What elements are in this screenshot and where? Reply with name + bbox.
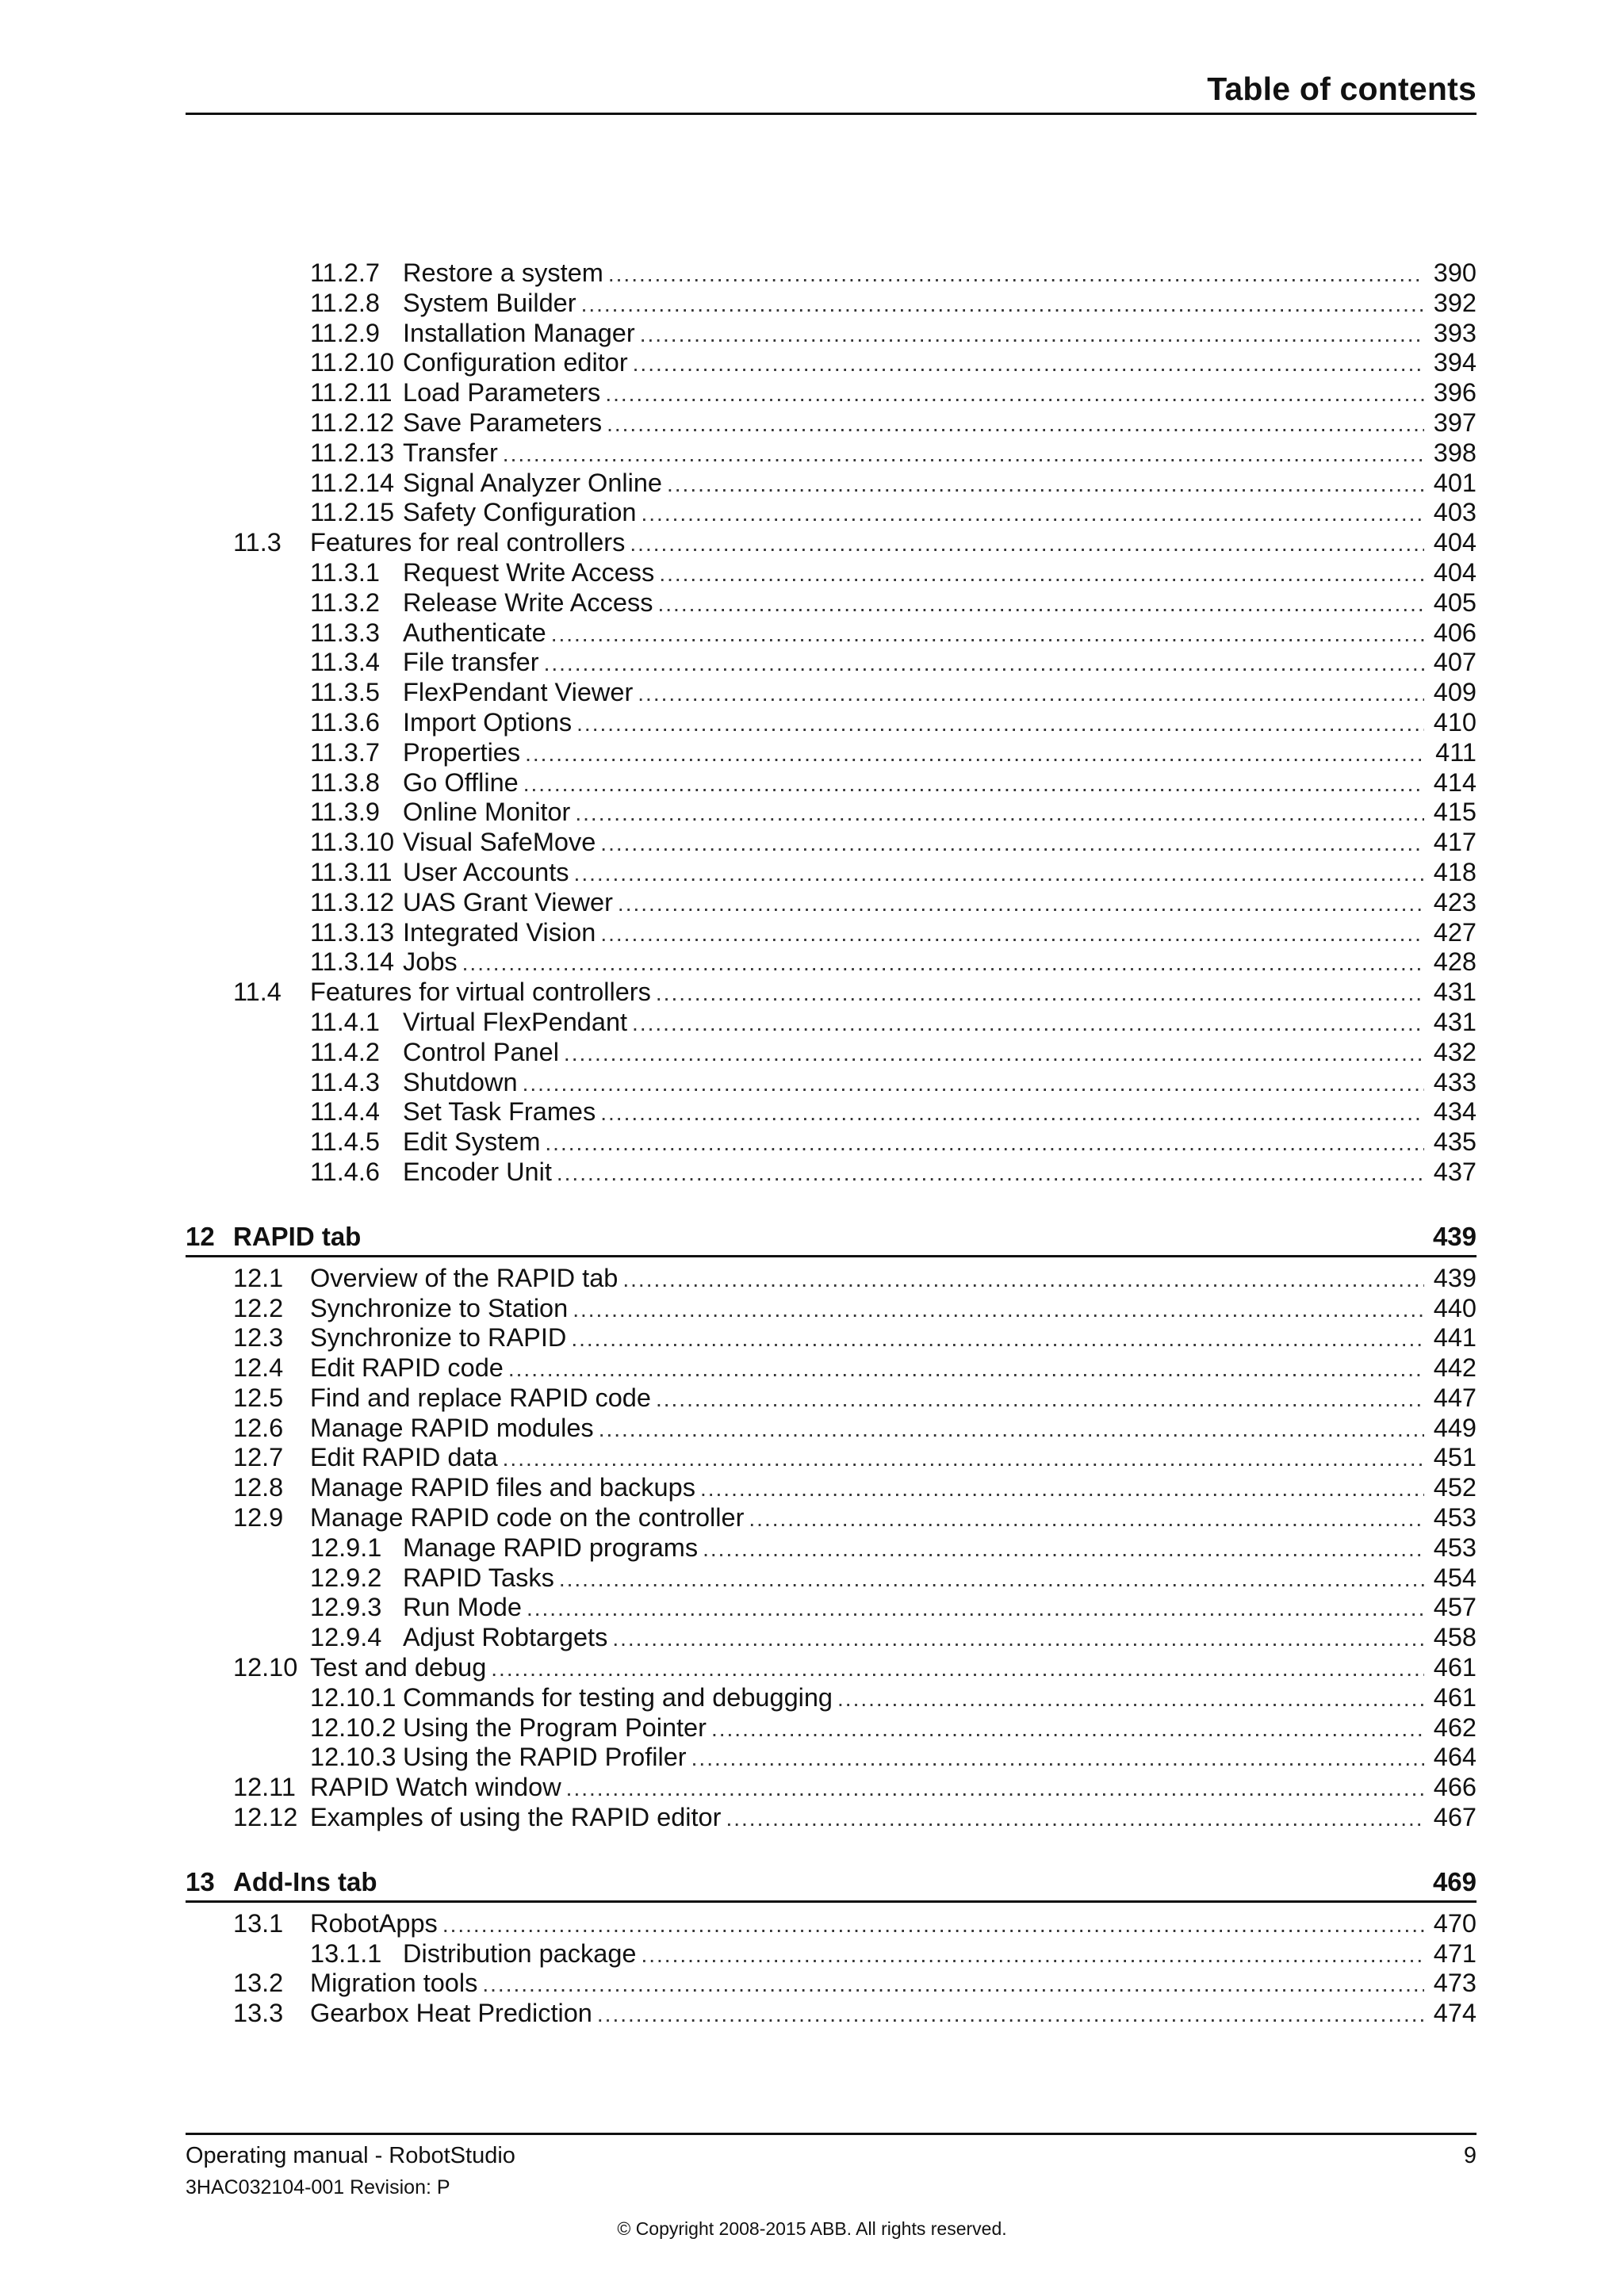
toc-entry[interactable] <box>186 378 1477 408</box>
toc-leader-dots <box>640 320 1424 350</box>
toc-entry-page: 464 <box>1433 1743 1477 1772</box>
toc-entry-page: 394 <box>1433 348 1477 377</box>
toc-leader-dots <box>622 1265 1424 1295</box>
toc-leader-dots <box>564 1039 1424 1069</box>
toc-entry-title: RAPID Watch window <box>310 1773 561 1802</box>
page-footer <box>186 2133 1477 2198</box>
toc-entry-number: 12.10.1 <box>310 1682 396 1712</box>
toc-entry-title: UAS Grant Viewer <box>403 887 613 916</box>
toc-entry-title: Synchronize to RAPID <box>310 1323 567 1353</box>
toc-entry-number: 13.3 <box>233 1999 284 2028</box>
toc-leader-dots <box>573 1295 1424 1325</box>
toc-leader-dots <box>576 709 1424 739</box>
toc-leader-dots <box>608 259 1424 289</box>
toc-entry-number: 12.12 <box>233 1803 298 1832</box>
toc-leader-dots <box>837 1684 1424 1714</box>
toc-entry-title: RobotApps <box>310 1908 438 1938</box>
toc-entry-title: Release Write Access <box>403 587 653 617</box>
toc-leader-dots <box>527 1594 1424 1624</box>
toc-entry-page: 396 <box>1433 378 1477 408</box>
toc-entry-number: 11.3.6 <box>310 707 380 737</box>
toc-entry-page: 432 <box>1433 1037 1477 1066</box>
toc-entry-title: Examples of using the RAPID editor <box>310 1803 722 1832</box>
toc-entry[interactable] <box>186 1068 1477 1098</box>
toc-entry-title: Overview of the RAPID tab <box>310 1263 619 1292</box>
toc-entry-number: 12.9.3 <box>310 1593 382 1622</box>
toc-entry-title: Migration tools <box>310 1969 478 1998</box>
toc-entry-number: 11.2.12 <box>310 408 395 437</box>
toc-entry-page: 401 <box>1433 468 1477 497</box>
toc-leader-dots <box>711 1714 1424 1744</box>
toc-entry-page: 473 <box>1433 1969 1477 1998</box>
toc-entry-page: 439 <box>1433 1263 1477 1292</box>
toc-leader-dots <box>599 1414 1424 1445</box>
toc-entry-page: 404 <box>1433 557 1477 587</box>
toc-leader-dots <box>462 948 1424 978</box>
footer-document-id: 3HAC032104-001 Revision: P <box>186 2176 450 2198</box>
toc-entry[interactable] <box>186 1653 1477 1683</box>
toc-entry[interactable] <box>186 1158 1477 1188</box>
page-header <box>186 67 1477 115</box>
toc-leader-dots <box>566 1774 1424 1804</box>
toc-entry-number: 12.9.4 <box>310 1623 382 1652</box>
toc-entry-number: 11.4 <box>233 978 282 1007</box>
toc-entry-number: 12.9.1 <box>310 1533 382 1562</box>
toc-entry-title: Set Task Frames <box>403 1097 596 1127</box>
toc-entry[interactable] <box>186 348 1477 378</box>
toc-entry-number: 11.3.4 <box>310 648 380 677</box>
toc-entry-title: Import Options <box>403 707 573 737</box>
toc-entry-page: 471 <box>1433 1938 1477 1968</box>
toc-entry-number: 11.4.5 <box>310 1127 380 1157</box>
toc-entry-page: 441 <box>1433 1323 1477 1353</box>
toc-leader-dots <box>503 1444 1424 1474</box>
toc-leader-dots <box>656 1384 1424 1414</box>
toc-leader-dots <box>575 798 1424 828</box>
toc-entry-number: 11.4.1 <box>310 1007 380 1036</box>
toc-entry[interactable] <box>186 738 1477 768</box>
toc-entry-page: 414 <box>1433 767 1477 797</box>
toc-entry-page: 411 <box>1435 737 1477 767</box>
toc-entry[interactable] <box>186 1939 1477 1969</box>
toc-entry[interactable] <box>186 708 1477 738</box>
toc-leader-dots <box>726 1804 1424 1834</box>
toc-entry-title: Test and debug <box>310 1653 487 1682</box>
toc-entry-title: Safety Configuration <box>403 498 637 527</box>
toc-entry-title: Request Write Access <box>403 557 655 587</box>
toc-entry[interactable] <box>186 798 1477 828</box>
toc-entry-page: 415 <box>1433 798 1477 827</box>
toc-entry-number: 11.2.14 <box>310 468 395 497</box>
toc-entry-page: 398 <box>1433 438 1477 467</box>
toc-entry-page: 435 <box>1433 1127 1477 1157</box>
toc-entry[interactable] <box>186 1294 1477 1324</box>
toc-entry-number: 11.3.11 <box>310 857 393 886</box>
toc-entry-title: Go Offline <box>403 767 519 797</box>
toc-entry-number: 11.3.14 <box>310 947 395 977</box>
chapter-number: 12 <box>186 1221 215 1251</box>
toc-entry-title: Visual SafeMove <box>403 828 596 857</box>
toc-entry-page: 403 <box>1433 498 1477 527</box>
toc-entry[interactable] <box>186 289 1477 319</box>
toc-entry-number: 13.1.1 <box>310 1938 382 1968</box>
toc-entry[interactable] <box>186 1563 1477 1594</box>
toc-entry-page: 451 <box>1433 1443 1477 1472</box>
toc-entry-page: 418 <box>1433 857 1477 886</box>
toc-entry-page: 449 <box>1433 1413 1477 1442</box>
toc-entry-page: 474 <box>1433 1999 1477 2028</box>
toc-entry-page: 453 <box>1433 1533 1477 1562</box>
toc-entry[interactable] <box>186 498 1477 528</box>
toc-entry-title: User Accounts <box>403 857 569 886</box>
toc-entry[interactable] <box>186 1473 1477 1503</box>
toc-entry-title: Using the RAPID Profiler <box>403 1743 687 1772</box>
toc-leader-dots <box>551 619 1424 649</box>
toc-entry-page: 417 <box>1433 828 1477 857</box>
toc-entry-number: 11.3.13 <box>310 917 395 947</box>
toc-entry[interactable] <box>186 588 1477 618</box>
toc-entry-page: 434 <box>1433 1097 1477 1127</box>
toc-entry-page: 397 <box>1433 408 1477 437</box>
toc-entry[interactable] <box>186 558 1477 588</box>
toc-entry-number: 11.3.12 <box>310 887 395 916</box>
toc-entry-number: 11.3.1 <box>310 557 380 587</box>
toc-leader-dots <box>525 739 1424 769</box>
toc-leader-dots <box>571 1324 1424 1354</box>
toc-entry-title: File transfer <box>403 648 539 677</box>
toc-leader-dots <box>638 679 1424 709</box>
toc-entry-number: 11.4.2 <box>310 1037 380 1066</box>
toc-entry[interactable] <box>186 1803 1477 1833</box>
chapter-page: 469 <box>1432 1866 1477 1896</box>
toc-entry-number: 11.4.3 <box>310 1067 380 1096</box>
toc-entry-number: 12.1 <box>233 1263 284 1292</box>
toc-leader-dots <box>544 649 1424 679</box>
toc-entry[interactable] <box>186 1008 1477 1038</box>
toc-entry-page: 458 <box>1433 1623 1477 1652</box>
toc-entry-title: Edit RAPID data <box>310 1443 498 1472</box>
toc-entry-title: FlexPendant Viewer <box>403 678 634 707</box>
toc-entry-number: 11.2.10 <box>310 348 395 377</box>
toc-entry-number: 11.2.8 <box>310 288 380 317</box>
toc-entry-title: Load Parameters <box>403 378 601 408</box>
toc-entry-page: 466 <box>1433 1773 1477 1802</box>
toc-entry-number: 13.2 <box>233 1969 284 1998</box>
toc-entry-number: 11.2.13 <box>310 438 395 467</box>
toc-entry-page: 392 <box>1433 288 1477 317</box>
toc-leader-dots <box>641 499 1424 529</box>
toc-entry-title: Manage RAPID files and backups <box>310 1473 695 1502</box>
toc-leader-dots <box>559 1564 1424 1594</box>
toc-entry[interactable] <box>186 528 1477 558</box>
toc-entry[interactable] <box>186 1533 1477 1563</box>
toc-entry[interactable] <box>186 1999 1477 2029</box>
toc-leader-dots <box>618 889 1424 919</box>
toc-entry-page: 462 <box>1433 1712 1477 1742</box>
toc-entry-number: 11.2.11 <box>310 378 393 408</box>
toc-leader-dots <box>482 1969 1424 1999</box>
toc-entry-number: 11.4.4 <box>310 1097 380 1127</box>
toc-entry-title: Control Panel <box>403 1037 559 1066</box>
toc-leader-dots <box>508 1354 1424 1384</box>
toc-leader-dots <box>523 769 1424 799</box>
chapter-page: 439 <box>1432 1221 1477 1251</box>
section-11-entries <box>186 258 1477 1188</box>
toc-entry[interactable] <box>186 918 1477 948</box>
toc-leader-dots <box>545 1128 1424 1158</box>
toc-entry-number: 11.2.7 <box>310 258 380 287</box>
toc-entry-title: Gearbox Heat Prediction <box>310 1999 592 2028</box>
toc-entry-title: Synchronize to Station <box>310 1293 569 1322</box>
toc-entry-title: Configuration editor <box>403 348 628 377</box>
toc-entry-title: Integrated Vision <box>403 917 596 947</box>
toc-entry-number: 12.4 <box>233 1353 284 1383</box>
toc-entry-page: 442 <box>1433 1353 1477 1383</box>
toc-entry-number: 11.3.3 <box>310 618 380 647</box>
toc-entry-title: Jobs <box>403 947 458 977</box>
toc-entry[interactable] <box>186 1264 1477 1294</box>
toc-entry-page: 467 <box>1433 1803 1477 1832</box>
toc-leader-dots <box>581 289 1424 320</box>
toc-entry-number: 12.6 <box>233 1413 284 1442</box>
toc-entry-page: 405 <box>1433 587 1477 617</box>
toc-entry-title: Save Parameters <box>403 408 603 437</box>
toc-entry-number: 11.3.2 <box>310 587 380 617</box>
toc-leader-dots <box>656 978 1424 1008</box>
toc-entry-page: 454 <box>1433 1563 1477 1592</box>
toc-entry-page: 440 <box>1433 1293 1477 1322</box>
toc-entry[interactable] <box>186 947 1477 978</box>
toc-entry-page: 433 <box>1433 1067 1477 1096</box>
toc-entry[interactable] <box>186 648 1477 678</box>
toc-leader-dots <box>658 589 1425 619</box>
toc-entry-page: 393 <box>1433 318 1477 347</box>
toc-entry[interactable] <box>186 408 1477 438</box>
toc-entry-title: Distribution package <box>403 1938 637 1968</box>
toc-entry[interactable] <box>186 438 1477 469</box>
toc-entry-title: Encoder Unit <box>403 1157 552 1186</box>
toc-leader-dots <box>523 1069 1424 1099</box>
toc-entry[interactable] <box>186 1593 1477 1623</box>
toc-entry-number: 12.3 <box>233 1323 284 1353</box>
toc-entry-title: Shutdown <box>403 1067 518 1096</box>
toc-leader-dots <box>491 1654 1424 1684</box>
footer-manual-title: Operating manual - RobotStudio <box>186 2143 515 2168</box>
toc-leader-dots <box>667 469 1424 499</box>
toc-entry-page: 431 <box>1433 978 1477 1007</box>
toc-leader-dots <box>612 1624 1424 1654</box>
toc-entry-number: 12.9.2 <box>310 1563 382 1592</box>
toc-entry-title: RAPID Tasks <box>403 1563 554 1592</box>
toc-entry-title: Find and replace RAPID code <box>310 1383 651 1412</box>
toc-leader-dots <box>632 1008 1424 1039</box>
toc-leader-dots <box>600 919 1424 949</box>
toc-entry-page: 461 <box>1433 1682 1477 1712</box>
toc-entry[interactable] <box>186 1683 1477 1713</box>
toc-entry-page: 404 <box>1433 528 1477 557</box>
toc-entry[interactable] <box>186 858 1477 888</box>
toc-leader-dots <box>703 1534 1424 1564</box>
toc-leader-dots <box>597 1999 1424 2030</box>
toc-leader-dots <box>749 1504 1424 1534</box>
toc-entry-page: 461 <box>1433 1653 1477 1682</box>
toc-entry[interactable] <box>186 1773 1477 1803</box>
toc-entry-page: 453 <box>1433 1503 1477 1533</box>
toc-entry-title: Online Monitor <box>403 798 571 827</box>
toc-entry-page: 457 <box>1433 1593 1477 1622</box>
chapter-title: Add-Ins tab <box>233 1866 377 1896</box>
toc-entry[interactable] <box>186 1713 1477 1743</box>
toc-entry[interactable] <box>186 1323 1477 1353</box>
toc-entry-number: 11.3.10 <box>310 828 395 857</box>
toc-entry-page: 407 <box>1433 648 1477 677</box>
toc-entry-page: 431 <box>1433 1007 1477 1036</box>
toc-entry-page: 447 <box>1433 1383 1477 1412</box>
toc-entry[interactable] <box>186 1969 1477 1999</box>
toc-leader-dots <box>630 529 1424 559</box>
toc-leader-dots <box>607 409 1424 439</box>
toc-entry-number: 11.3.5 <box>310 678 380 707</box>
toc-entry-number: 11.2.15 <box>310 498 395 527</box>
toc-entry-page: 470 <box>1433 1908 1477 1938</box>
toc-entry-number: 12.9 <box>233 1503 284 1533</box>
toc-leader-dots <box>503 439 1424 469</box>
toc-entry-number: 13.1 <box>233 1908 284 1938</box>
chapter-heading-13[interactable] <box>186 1857 1477 1903</box>
footer-page-number: 9 <box>1463 2143 1477 2168</box>
toc-entry[interactable] <box>186 1414 1477 1444</box>
copyright-notice: © Copyright 2008-2015 ABB. All rights reserved. <box>617 2218 1007 2239</box>
toc-entry-number: 11.4.6 <box>310 1157 380 1186</box>
toc-entry[interactable] <box>186 1127 1477 1158</box>
chapter-number: 13 <box>186 1866 215 1896</box>
toc-entry[interactable] <box>186 678 1477 708</box>
toc-entry-page: 452 <box>1433 1473 1477 1502</box>
toc-entry-title: Authenticate <box>403 618 546 647</box>
toc-entry-title: Features for real controllers <box>310 528 626 557</box>
toc-entry[interactable] <box>186 1443 1477 1473</box>
toc-entry-title: Edit RAPID code <box>310 1353 504 1383</box>
toc-leader-dots <box>557 1158 1424 1188</box>
toc-entry-title: Restore a system <box>403 258 603 287</box>
toc-entry-page: 427 <box>1433 917 1477 947</box>
toc-entry-page: 423 <box>1433 887 1477 916</box>
toc-leader-dots <box>574 859 1424 889</box>
toc-entry-title: Adjust Robtargets <box>403 1623 608 1652</box>
toc-entry-number: 11.3.7 <box>310 737 380 767</box>
toc-entry-number: 12.7 <box>233 1443 284 1472</box>
toc-entry-page: 406 <box>1433 618 1477 647</box>
toc-entry-page: 437 <box>1433 1157 1477 1186</box>
toc-entry-number: 12.10.2 <box>310 1712 396 1742</box>
toc-entry-page: 428 <box>1433 947 1477 977</box>
toc-entry-title: Virtual FlexPendant <box>403 1007 628 1036</box>
chapter-title: RAPID tab <box>233 1221 362 1251</box>
toc-entry-title: System Builder <box>403 288 576 317</box>
toc-entry-number: 12.11 <box>233 1773 296 1802</box>
toc-entry-number: 11.2.9 <box>310 318 380 347</box>
toc-leader-dots <box>605 379 1424 409</box>
toc-entry[interactable] <box>186 888 1477 918</box>
toc-entry-title: Installation Manager <box>403 318 635 347</box>
toc-leader-dots <box>700 1474 1424 1504</box>
toc-entry-number: 11.3.8 <box>310 767 380 797</box>
toc-entry-title: Using the Program Pointer <box>403 1712 707 1742</box>
toc-leader-dots <box>641 1940 1424 1970</box>
toc-entry[interactable] <box>186 258 1477 289</box>
toc-entry[interactable] <box>186 1097 1477 1127</box>
toc-entry[interactable] <box>186 1623 1477 1653</box>
toc-entry-title: Manage RAPID programs <box>403 1533 699 1562</box>
toc-entry-page: 409 <box>1433 678 1477 707</box>
toc-entry[interactable] <box>186 1383 1477 1414</box>
toc-entry-title: Features for virtual controllers <box>310 978 651 1007</box>
toc-entry-number: 12.5 <box>233 1383 284 1412</box>
toc-entry[interactable] <box>186 768 1477 798</box>
toc-entry[interactable] <box>186 319 1477 349</box>
toc-entry-title: Commands for testing and debugging <box>403 1682 833 1712</box>
toc-entry-title: Manage RAPID modules <box>310 1413 594 1442</box>
toc-leader-dots <box>691 1743 1424 1774</box>
toc-entry-title: Properties <box>403 737 521 767</box>
toc-entry-number: 12.10.3 <box>310 1743 396 1772</box>
toc-entry[interactable] <box>186 978 1477 1008</box>
toc-entry-page: 390 <box>1433 258 1477 287</box>
toc-leader-dots <box>633 349 1424 379</box>
toc-entry[interactable] <box>186 1353 1477 1383</box>
toc-entry-number: 12.8 <box>233 1473 284 1502</box>
toc-leader-dots <box>659 559 1424 589</box>
chapter-13-entries <box>186 1909 1477 2029</box>
page-title: Table of contents <box>1207 71 1477 107</box>
toc-entry[interactable] <box>186 1743 1477 1773</box>
toc-entry-title: Transfer <box>403 438 498 467</box>
toc-entry[interactable] <box>186 1909 1477 1939</box>
toc-leader-dots <box>442 1910 1424 1940</box>
chapter-12-entries <box>186 1264 1477 1833</box>
toc-entry[interactable] <box>186 1503 1477 1533</box>
toc-entry-title: Edit System <box>403 1127 541 1157</box>
toc-entry-number: 12.10 <box>233 1653 298 1682</box>
table-of-contents <box>186 258 1477 2029</box>
toc-entry-number: 11.3 <box>233 528 282 557</box>
toc-entry[interactable] <box>186 618 1477 649</box>
toc-leader-dots <box>600 1098 1424 1128</box>
toc-entry-title: Signal Analyzer Online <box>403 468 662 497</box>
toc-leader-dots <box>600 828 1424 859</box>
toc-entry-number: 12.2 <box>233 1293 284 1322</box>
toc-entry-page: 410 <box>1433 707 1477 737</box>
chapter-heading-12[interactable] <box>186 1211 1477 1257</box>
toc-entry[interactable] <box>186 828 1477 858</box>
toc-entry-title: Manage RAPID code on the controller <box>310 1503 745 1533</box>
toc-entry-number: 11.3.9 <box>310 798 380 827</box>
toc-entry[interactable] <box>186 1038 1477 1068</box>
toc-entry-title: Run Mode <box>403 1593 522 1622</box>
toc-entry[interactable] <box>186 469 1477 499</box>
